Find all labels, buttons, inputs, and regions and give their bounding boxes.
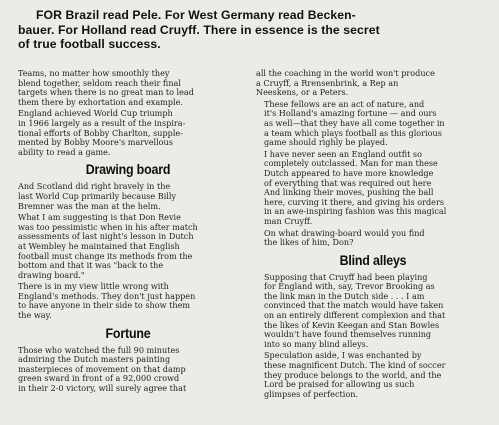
subheading-drawing-board: Drawing board xyxy=(85,162,171,178)
body-paragraph xyxy=(256,100,490,148)
text-line: in their 2-0 victory, will surely agree that xyxy=(18,383,187,394)
text-line: in 1966 largely as a result of the inspira- xyxy=(18,117,186,128)
text-line: game should righly be played. xyxy=(264,137,388,148)
text-line: a Cruyff, a Rrensenbrink, a Rep an xyxy=(256,77,399,88)
text-line: There is in my view little wrong with xyxy=(18,281,169,292)
body-paragraph xyxy=(10,69,246,107)
text-line: tional efforts of Bobby Charlton, supple- xyxy=(18,127,183,138)
text-line: assessments of last night's lesson in Dutch xyxy=(18,231,194,242)
text-line: a team which plays football as this glorious xyxy=(264,127,442,138)
body-paragraph xyxy=(256,69,490,98)
text-line: these magnificent Dutch. The kind of soccer xyxy=(264,360,446,371)
text-line: Supposing that Cruyff had been playing xyxy=(264,271,428,282)
intro-paragraph xyxy=(18,8,488,52)
text-line: What I am suggesting is that Don Revie xyxy=(18,212,181,223)
text-line: I have never seen an England outfit so xyxy=(264,148,422,159)
body-paragraph xyxy=(256,273,490,350)
left-column xyxy=(10,69,246,396)
intro-line: of true football success. xyxy=(18,37,161,52)
text-line: mented by Bobby Moore's marvellous xyxy=(18,137,173,148)
text-line: to have anyone in their side to show them xyxy=(18,300,191,311)
text-line: Teams, no matter how smoothly they xyxy=(18,68,170,78)
text-line: And linking their moves, pushing the ball xyxy=(264,187,434,198)
body-paragraph xyxy=(10,282,246,320)
text-line: last World Cup primarily because Billy xyxy=(18,190,177,201)
intro-line: bauer. For Holland read Cruyff. There in essence is the secret xyxy=(18,22,380,37)
right-column xyxy=(256,69,490,401)
text-line: of everything that was required out here xyxy=(264,177,432,188)
text-line: it's Holland's amazing fortune — and ours xyxy=(264,108,437,119)
text-line: blend together, seldom reach their final xyxy=(18,77,181,88)
text-line: England achieved World Cup triumph xyxy=(18,108,173,119)
body-paragraph xyxy=(256,229,490,248)
text-line: as well—that they have all come together in xyxy=(264,117,445,128)
text-line: Lord be praised for allowing us such xyxy=(264,379,415,390)
text-line: masterpieces of movement on that damp xyxy=(18,363,186,374)
text-line: on an entirely different complexion and that xyxy=(264,310,446,321)
subheading-fortune: Fortune xyxy=(105,325,151,341)
text-line: ability to read a game. xyxy=(18,146,111,157)
text-line: drawing board." xyxy=(18,269,85,280)
text-line: the way. xyxy=(18,310,52,321)
text-line: green sward in front of a 92,000 crowd xyxy=(18,373,180,384)
text-line: the likes of Kevin Keegan and Stan Bowles xyxy=(264,319,440,330)
text-line: convinced that the match would have taken xyxy=(264,300,444,311)
body-paragraph xyxy=(256,150,490,227)
body-paragraph xyxy=(10,182,246,211)
text-line: the link man in the Dutch side . . . I am xyxy=(264,290,425,301)
text-line: here, curving it there, and giving his orders xyxy=(264,196,444,207)
text-line: the likes of him, Don? xyxy=(264,237,354,248)
subheading-blind-alleys: Blind alleys xyxy=(339,252,407,268)
text-line: into so many blind alleys. xyxy=(264,338,369,349)
text-line: in an awe-inspiring fashion was this magical xyxy=(264,206,447,217)
text-line: And Scotland did right bravely in the xyxy=(18,181,171,192)
text-line: football must change its methods from the xyxy=(18,250,193,261)
text-line: bottom and that it was "back to the xyxy=(18,260,164,271)
text-line: glimpses of perfection. xyxy=(264,388,358,399)
body-paragraph xyxy=(10,109,246,157)
text-line: Speculation aside, I was enchanted by xyxy=(264,350,422,361)
text-line: Those who watched the full 90 minutes xyxy=(18,344,180,355)
text-line: was too pessimistic when in his after match xyxy=(18,221,198,232)
text-line: admiring the Dutch masters painting xyxy=(18,354,171,365)
body-paragraph xyxy=(10,346,246,394)
text-line: man Cruyff. xyxy=(264,215,313,226)
text-line: Neeskens, or a Peters. xyxy=(256,87,349,98)
text-line: On what drawing-board would you find xyxy=(264,227,425,238)
text-line: them there by exhortation and example. xyxy=(18,96,183,107)
text-line: they produce belongs to the world, and the xyxy=(264,369,442,380)
text-line: at Wembley he maintained that English xyxy=(18,240,180,251)
text-line: Bremner was the man at the helm. xyxy=(18,200,161,211)
body-paragraph xyxy=(256,351,490,399)
text-line: wouldn't have found themselves running xyxy=(264,329,432,340)
text-line: targets when there is no great man to lead xyxy=(18,87,194,98)
text-line: all the coaching in the world won't produce xyxy=(256,68,435,78)
intro-line: FOR Brazil read Pele. For West Germany read Becken- xyxy=(36,8,356,22)
body-paragraph xyxy=(10,213,246,280)
text-line: for England with, say, Trevor Brooking as xyxy=(264,281,435,292)
text-line: England's methods. They don't just happen xyxy=(18,290,196,301)
text-line: These fellows are an act of nature, and xyxy=(264,98,425,109)
text-line: completely outclassed. Man for man these xyxy=(264,158,438,169)
text-line: Dutch appeared to have more knowledge xyxy=(264,167,434,178)
